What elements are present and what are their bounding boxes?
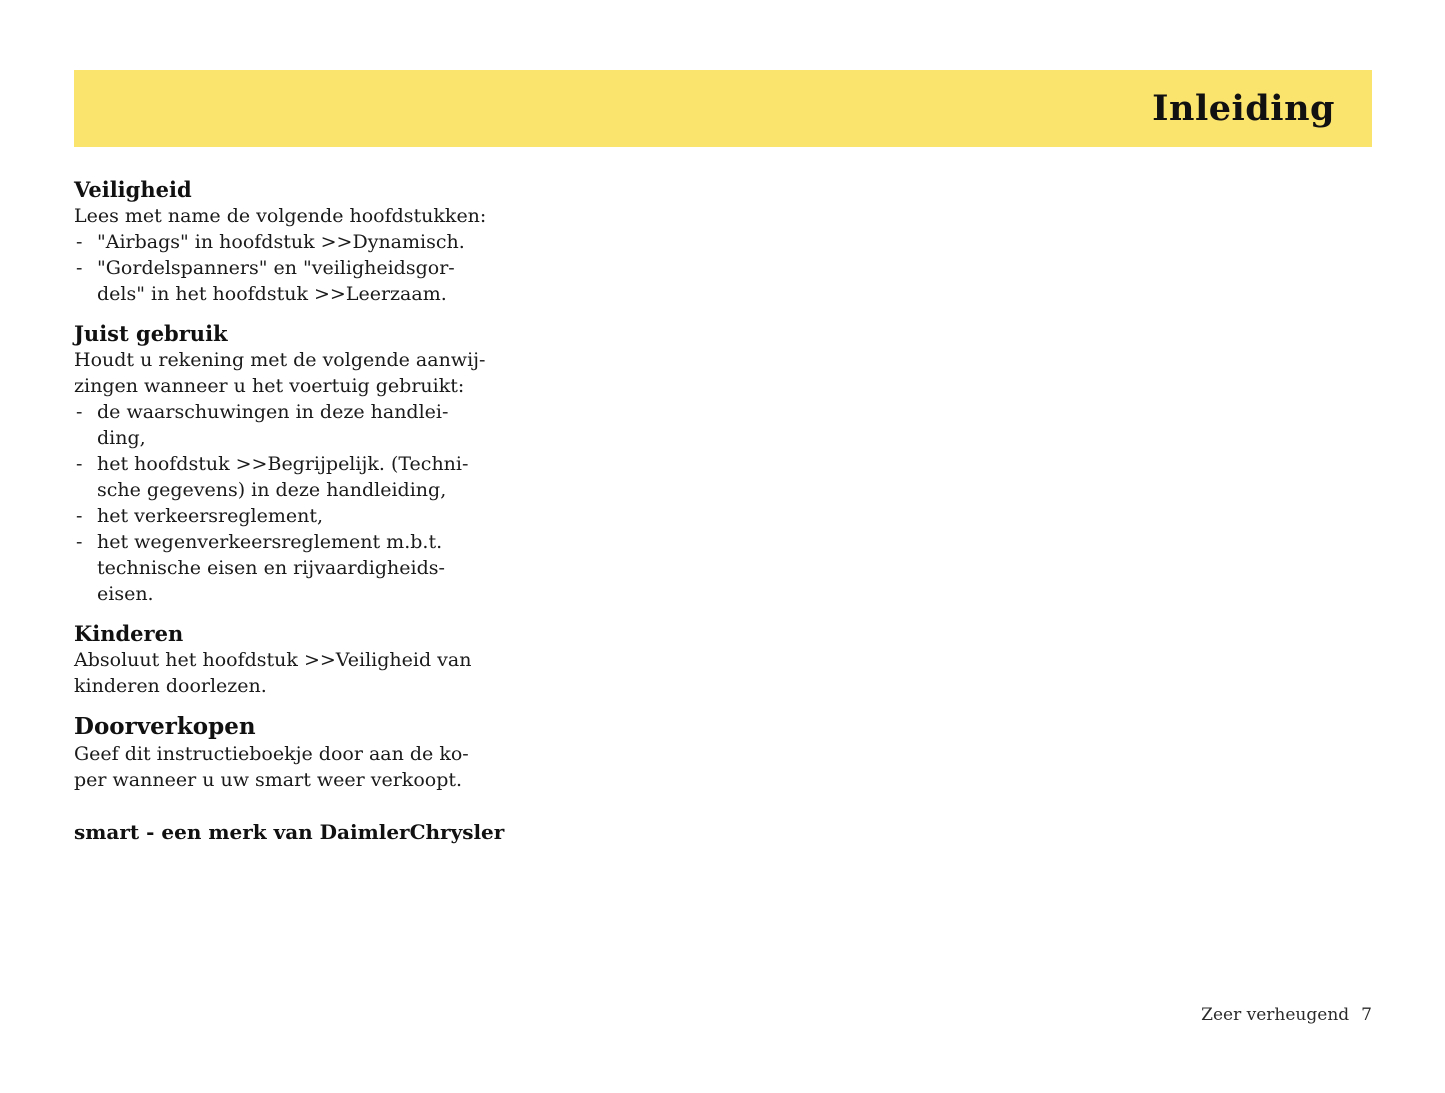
dash-marker: - [76,231,83,253]
paragraph-line: per wanneer u uw smart weer verkoopt. [74,769,463,791]
list-item-text: het verkeersreglement, [97,505,324,527]
list-item-continuation: dels" in het hoofdstuk >>Leerzaam. [97,283,447,305]
dash-marker: - [76,401,83,423]
paragraph-line: Lees met name de volgende hoofdstukken: [74,205,487,227]
page-footer [1201,1004,1372,1026]
page-title: Inleiding [1152,88,1335,129]
list-item [74,399,554,425]
dash-marker: - [76,453,83,475]
list-item-text: "Airbags" in hoofdstuk >>Dynamisch. [97,231,465,253]
paragraph-line: zingen wanneer u het voertuig gebruikt: [74,375,465,397]
section-heading: Veiligheid [74,177,192,202]
list-item [74,451,554,477]
paragraph-line: kinderen doorlezen. [74,675,267,697]
dash-marker: - [76,257,83,279]
list-item-text: de waarschuwingen in deze handlei- [97,401,449,423]
list-item [74,529,554,555]
paragraph-line: Geef dit instructieboekje door aan de ko- [74,743,469,765]
list-item-continuation: eisen. [97,583,154,605]
section-heading: Juist gebruik [74,321,228,346]
list-item-text: het wegenverkeersreglement m.b.t. [97,531,443,553]
list-item [74,503,554,529]
list-item [74,255,554,281]
list-item-continuation: ding, [97,427,146,449]
brand-tagline: smart - een merk van DaimlerChrysler [74,820,505,844]
footer-chapter-label: Zeer verheugend [1201,1005,1350,1025]
paragraph-line: Absoluut het hoofdstuk >>Veiligheid van [74,649,472,671]
list-item [74,229,554,255]
section-veiligheid [74,177,554,307]
section-heading: Kinderen [74,621,184,646]
dash-marker: - [76,531,83,553]
section-kinderen [74,621,554,699]
list-item-text: "Gordelspanners" en "veiligheidsgor- [97,257,455,279]
list-item-continuation: technische eisen en rijvaardigheids- [97,557,445,579]
section-juist-gebruik [74,321,554,607]
page-header-banner [74,70,1372,147]
page-number: 7 [1361,1005,1372,1025]
paragraph-line: Houdt u rekening met de volgende aanwij- [74,349,486,371]
page-content [74,177,554,845]
list-item-continuation: sche gegevens) in deze handleiding, [97,479,447,501]
list-item-text: het hoofdstuk >>Begrijpelijk. (Techni- [97,453,469,475]
section-doorverkopen [74,713,554,793]
section-heading: Doorverkopen [74,713,256,740]
dash-marker: - [76,505,83,527]
